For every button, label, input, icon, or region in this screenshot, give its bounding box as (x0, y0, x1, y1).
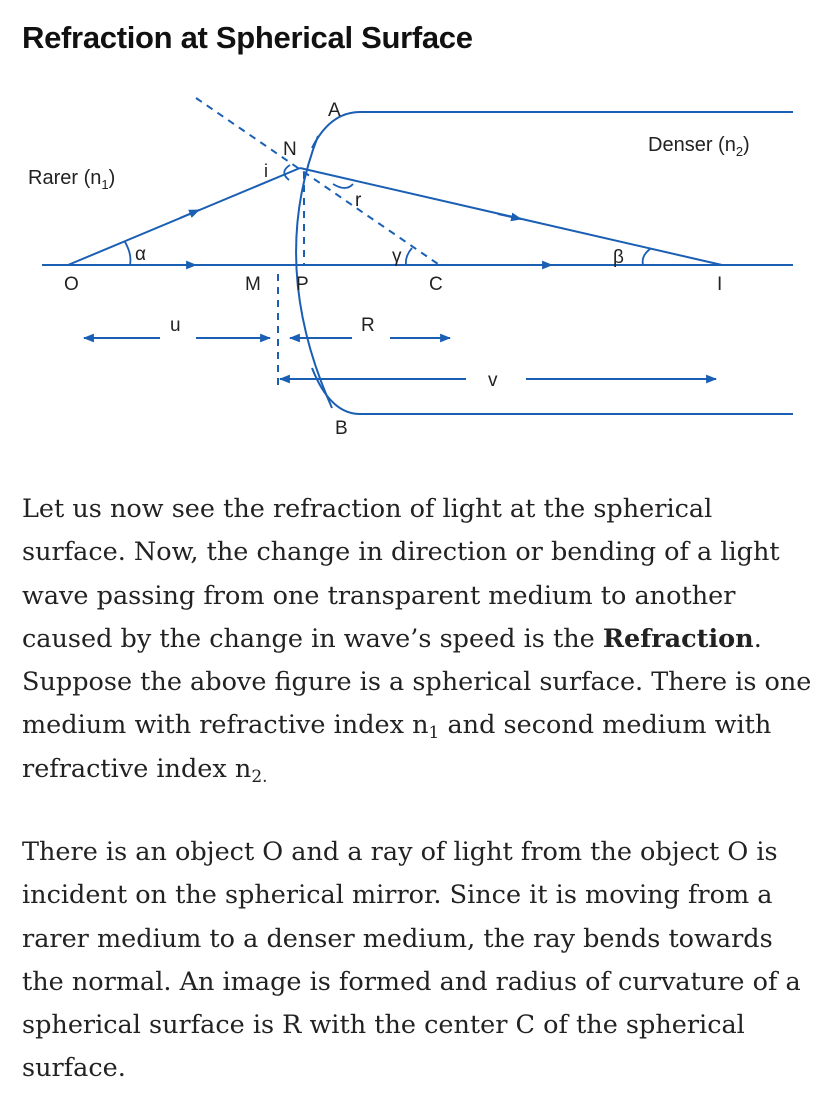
label-r-angle: r (355, 190, 362, 211)
label-n: N (283, 139, 297, 160)
page-title: Refraction at Spherical Surface (22, 20, 473, 55)
label-i: I (717, 274, 723, 295)
label-c: C (429, 274, 443, 295)
refraction-diagram (0, 88, 839, 448)
angle-gamma-arc (406, 248, 412, 265)
spherical-surface (296, 136, 332, 408)
denser-medium-label: Denser $(n_2)$ (648, 134, 750, 159)
denser-bottom-boundary (312, 368, 793, 414)
label-v: v (488, 370, 498, 391)
paragraph-2: There is an object O and a ray of light from the object O is incident on the spherical mirror. Since it is moving from a rarer medium to a denser medium, the ray bends towards the normal. An image is formed and radius of curvature of a spherical surface is R with the center C of the spherical surface. (22, 837, 801, 1084)
label-r: R (361, 315, 375, 336)
label-o: O (64, 274, 79, 295)
label-alpha: α (135, 244, 146, 265)
incident-ray-arrow (180, 210, 199, 218)
rarer-medium-label: Rarer $(n_1)$ (28, 167, 116, 192)
label-p: P (296, 274, 309, 295)
angle-alpha-arc (125, 242, 130, 265)
paragraph-1: Let us now see the refraction of light at the spherical surface. Now, the change in direction or bending of a light wave passing from one transparent medium to another caused by the change in wave’s speed is the Refraction. Suppose the above figure is a spherical surface. There is one medium with refractive index $n_1$ and second medium with refractive index $n_{2.}$ (22, 494, 812, 787)
label-a: A (328, 100, 341, 121)
angle-r-arc (333, 184, 353, 188)
label-m: M (245, 274, 261, 295)
label-gamma: γ (392, 246, 402, 267)
angle-beta-arc (643, 249, 650, 265)
label-i-angle: i (264, 161, 268, 181)
label-b: B (335, 418, 348, 439)
label-u: u (170, 315, 181, 336)
refracted-ray-arrow (498, 214, 521, 219)
refraction-term: Refraction (602, 623, 754, 654)
label-beta: β (613, 247, 624, 268)
normal-line (196, 98, 438, 264)
